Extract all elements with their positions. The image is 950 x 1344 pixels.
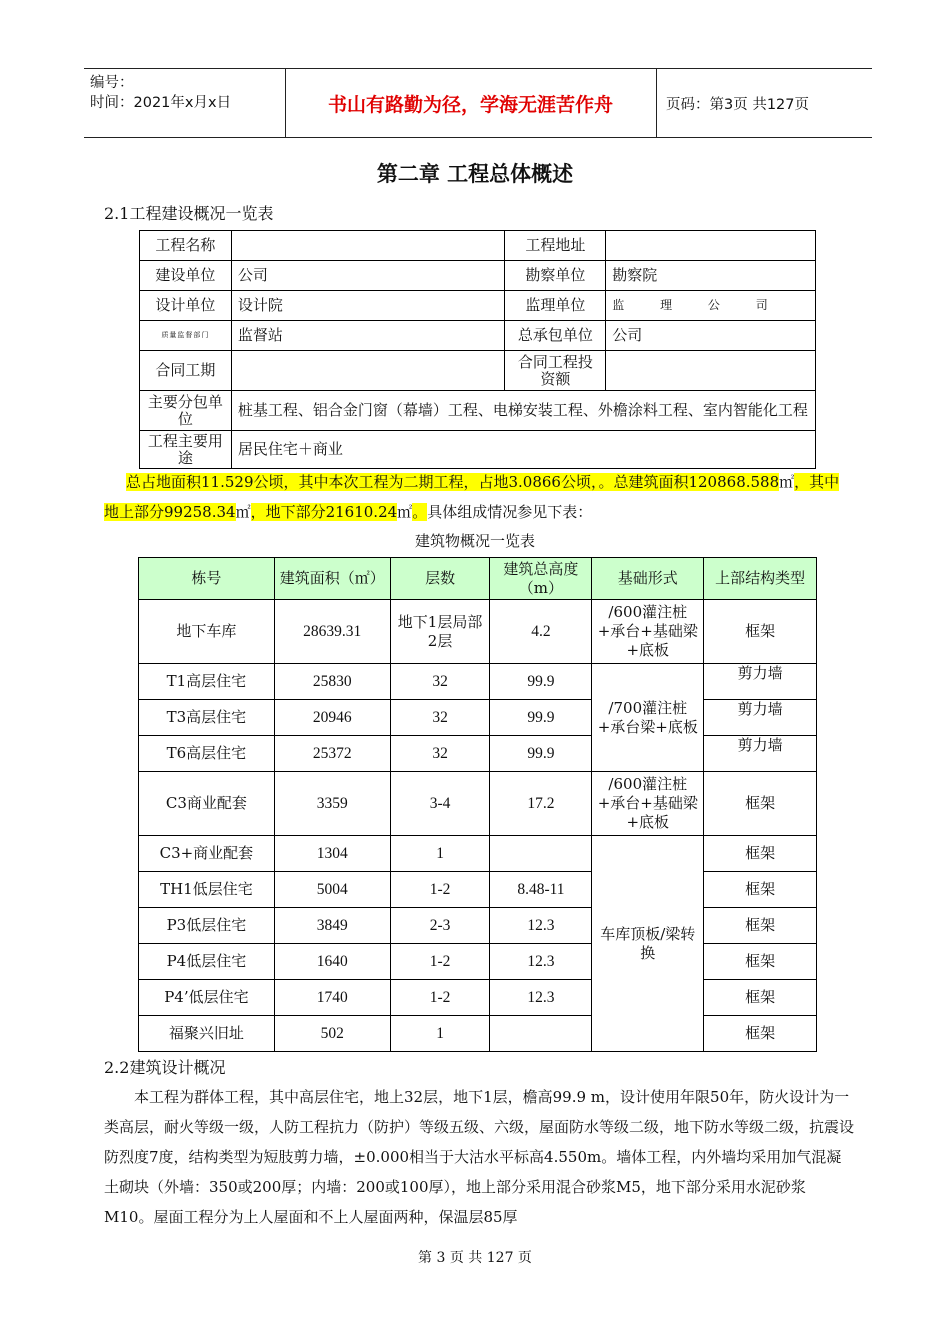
table-cell: 3359 [274,772,390,836]
table-cell: 12.3 [490,980,592,1016]
table-cell: 居民住宅＋商业 [231,431,815,469]
table-cell: 设计单位 [140,291,232,321]
column-header: 建筑总高度（m） [490,558,592,600]
table-caption: 建筑物概况一览表 [414,532,535,550]
table-cell: 17.2 [490,772,592,836]
table-cell: 监 理 公 司 [606,291,816,321]
table-row [139,600,817,664]
table-cell: 主要分包单位 [140,391,232,431]
table-cell: 勘察院 [606,261,816,291]
unit-text: ㎡ [235,503,251,521]
table-row [140,321,816,351]
table-row [139,908,817,944]
table-cell: 12.3 [490,944,592,980]
table-row [139,836,817,872]
table-cell: 32 [390,736,490,772]
design-paragraph: 本工程为群体工程，其中高层住宅，地上32层，地下1层，檐高99.9 m，设计使用年限50年，防火设计为一类高层，耐火等级一级，人防工程抗力（防护）等级五级、六级，屋面防水等级二级，地下防水等级二级，抗震设防烈度7度，结构类型为短肢剪力墙，±0.000相当于大沽水平标高4.550m。墙体工程，内外墙均采用加气混凝土砌块（外墙：350或200厚；内墙：200或100厚），地上部分采用混合砂浆M5，地下部分采用水泥砂浆M10。屋面工程分为上人屋面和不上人屋面两种，保温层85厚 [104,1088,855,1226]
table-cell: 25372 [274,736,390,772]
table-cell: 2-3 [390,908,490,944]
project-overview-table [139,230,816,469]
table-cell: 8.48-11 [490,872,592,908]
highlight-text: ，其中地上部分99258.34 [104,473,840,521]
header-divider [656,69,657,137]
table-cell: 质量监督部门 [140,321,232,351]
table-cell: 监督站 [231,321,505,351]
table-row [139,736,817,772]
table-cell: 1640 [274,944,390,980]
area-paragraph [104,467,854,527]
table-cell: 公司 [606,321,816,351]
table-cell: /600灌注桩+承台+基础梁+底板 [592,772,704,836]
column-header: 基础形式 [592,558,704,600]
table-header-row [139,558,817,600]
table-cell: T3高层住宅 [139,700,275,736]
table-row [139,872,817,908]
table-cell: T6高层住宅 [139,736,275,772]
table-cell: 剪力墙 [704,700,817,736]
table-cell: 1304 [274,836,390,872]
table-row [139,700,817,736]
table-cell: 20946 [274,700,390,736]
table-cell: 框架 [704,908,817,944]
table-cell: 工程主要用途 [140,431,232,469]
chapter-title: 第二章 工程总体概述 [376,162,574,186]
plain-text: 具体组成情况参见下表： [427,503,593,521]
table-cell: P4低层住宅 [139,944,275,980]
table-cell: 32 [390,664,490,700]
table-cell: 车库顶板/梁转换 [592,836,704,1052]
table-cell: 3-4 [390,772,490,836]
header-time: 时间：2021年x月x日 [90,95,232,111]
table-cell: 福聚兴旧址 [139,1016,275,1052]
table-cell: 1740 [274,980,390,1016]
table-cell: 框架 [704,836,817,872]
table-cell: 桩基工程、铝合金门窗（幕墙）工程、电梯安装工程、外檐涂料工程、室内智能化工程 [231,391,815,431]
table-cell: 1-2 [390,944,490,980]
unit-text: ㎡ [779,473,795,491]
table-row [140,351,816,391]
table-cell [231,231,505,261]
table-cell: 地下车库 [139,600,275,664]
table-cell: 合同工程投资额 [505,351,606,391]
table-cell: 框架 [704,772,817,836]
table-cell: 工程地址 [505,231,606,261]
table-cell: 99.9 [490,664,592,700]
page-header [84,68,872,138]
highlight-text: 。 [412,503,428,521]
table-cell: P4’低层住宅 [139,980,275,1016]
table-cell: 框架 [704,600,817,664]
table-row [140,291,816,321]
highlight-text: ，地下部分21610.24 [250,503,398,521]
table-cell: 1 [390,836,490,872]
table-cell: 3849 [274,908,390,944]
table-cell: 502 [274,1016,390,1052]
table-row [139,664,817,700]
table-cell: 设计院 [231,291,505,321]
table-cell: 25830 [274,664,390,700]
table-cell: 32 [390,700,490,736]
table-cell: 1 [390,1016,490,1052]
table-row [140,231,816,261]
table-cell: 工程名称 [140,231,232,261]
table-cell: /700灌注桩+承台梁+底板 [592,664,704,772]
column-header: 建筑面积（㎡） [274,558,390,600]
header-left [90,73,231,113]
section-heading-2-2: 2.2建筑设计概况 [104,1058,226,1077]
table-cell: 1-2 [390,980,490,1016]
table-cell: 4.2 [490,600,592,664]
table-cell: C3商业配套 [139,772,275,836]
table-cell: 框架 [704,872,817,908]
table-cell: 框架 [704,1016,817,1052]
table-cell [490,836,592,872]
table-cell [490,1016,592,1052]
table-cell: TH1低层住宅 [139,872,275,908]
table-cell: 建设单位 [140,261,232,291]
table-cell: 剪力墙 [704,664,817,700]
table-row [139,944,817,980]
table-cell: /600灌注桩+承台+基础梁+底板 [592,600,704,664]
table-row [139,772,817,836]
table-row [140,431,816,469]
table-cell: T1高层住宅 [139,664,275,700]
table-cell: 框架 [704,944,817,980]
table-row [139,1016,817,1052]
section-heading-2-1: 2.1工程建设概况一览表 [104,204,274,223]
building-overview-table [138,557,817,1052]
column-header: 层数 [390,558,490,600]
column-header: 栋号 [139,558,275,600]
table-cell: 合同工期 [140,351,232,391]
table-cell [231,351,505,391]
table-cell: 地下1层局部2层 [390,600,490,664]
highlight-text: 总占地面积11.529公顷，其中本次工程为二期工程，占地3.0866公顷，。总建筑面积120868.588 [126,473,780,491]
header-number: 编号： [90,75,134,91]
table-cell: 99.9 [490,736,592,772]
table-cell: 剪力墙 [704,736,817,772]
table-cell: 监理单位 [505,291,606,321]
page-footer: 第 3 页 共 127 页 [418,1250,532,1266]
table-cell: 框架 [704,980,817,1016]
table-cell: 12.3 [490,908,592,944]
table-cell [606,231,816,261]
table-cell: 总承包单位 [505,321,606,351]
table-row [139,980,817,1016]
table-cell: 公司 [231,261,505,291]
column-header: 上部结构类型 [704,558,817,600]
table-cell: 99.9 [490,700,592,736]
table-cell: 勘察单位 [505,261,606,291]
table-cell: 28639.31 [274,600,390,664]
table-row [140,261,816,291]
header-motto: 书山有路勤为径，学海无涯苦作舟 [327,93,613,116]
unit-text: ㎡ [397,503,413,521]
table-cell: C3+商业配套 [139,836,275,872]
table-cell: 1-2 [390,872,490,908]
table-cell: 5004 [274,872,390,908]
table-cell: P3低层住宅 [139,908,275,944]
header-page-number: 页码：第3页 共127页 [666,96,810,113]
table-cell [606,351,816,391]
table-row [140,391,816,431]
